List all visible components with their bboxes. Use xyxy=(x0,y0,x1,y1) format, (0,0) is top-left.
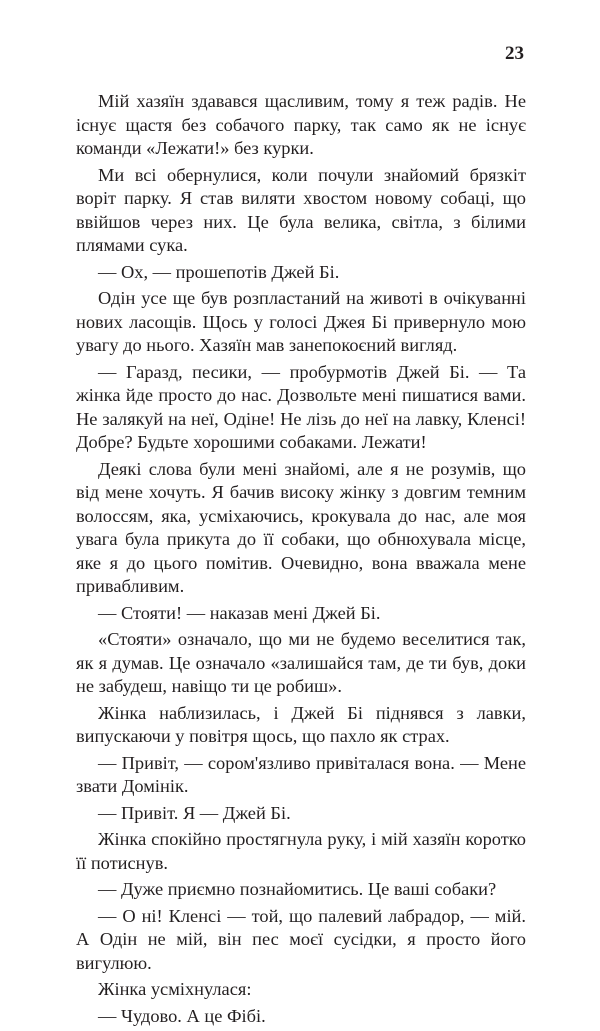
paragraph: Жінка спокійно простягнула руку, і мій хазяїн коротко її потиснув. xyxy=(76,829,526,873)
page-number: 23 xyxy=(505,43,524,64)
paragraph: Ми всі обернулися, коли почули знайомий брязкіт воріт парку. Я став виляти хвостом новому собаці, що ввійшов через них. Це була велика, світла, з білими плямами сука. xyxy=(76,164,526,255)
paragraph: Жінка усміхнулася: xyxy=(98,979,252,999)
paragraph: — Ох, — прошепотів Джей Бі. xyxy=(98,261,340,282)
paragraph: «Стояти» означало, що ми не будемо веселитися так, як я думав. Це означало «залишайся там, де ти був, доки не забудеш, навіщо ти це робиш». xyxy=(76,629,526,696)
paragraph: — Гаразд, песики, — пробурмотів Джей Бі. — Та жінка йде просто до нас. Дозвольте мені пишатися вами. Не залякуй на неї, Одіне! Не лізь до неї на лавку, Кленсі! Добре? Будьте хорошими собаками. Лежати! xyxy=(76,361,526,452)
paragraph: Мій хазяїн здавався щасливим, тому я теж радів. Не існує щастя без собачого парку, так само як не існує команди «Лежати!» без курки. xyxy=(76,91,526,158)
paragraph: — Привіт, — сором'язливо привіталася вона. — Мене звати Домінік. xyxy=(76,752,526,796)
paragraph: Одін усе ще був розпластаний на животі в очікуванні нових ласощів. Щось у голосі Джея Бі привернуло мою увагу до нього. Хазяїн мав занепокоєний вигляд. xyxy=(76,288,526,355)
paragraph: Деякі слова були мені знайомі, але я не розумів, що від мене хочуть. Я бачив високу жінку з довгим темним волоссям, яка, усміхаючись, крокувала до нас, але моя увага була прикута до її собаки, що обнюхувала місце, яке я до цього помітив. Очевидно, вона вважала мене привабливим. xyxy=(76,458,526,596)
paragraph: — Чудово. А це Фібі. xyxy=(98,1005,266,1026)
paragraph: Жінка наблизилась, і Джей Бі піднявся з лавки, випускаючи у повітря щось, що пахло як страх. xyxy=(76,702,526,746)
paragraph: — Привіт. Я — Джей Бі. xyxy=(98,802,291,823)
paragraph: — Дуже приємно познайомитись. Це ваші собаки? xyxy=(98,879,497,899)
body-text xyxy=(76,90,526,1031)
paragraph: — Стояти! — наказав мені Джей Бі. xyxy=(98,602,381,623)
paragraph: — О ні! Кленсі — той, що палевий лабрадор, — мій. А Одін не мій, він пес моєї сусідки, я просто його вигулюю. xyxy=(76,905,526,973)
